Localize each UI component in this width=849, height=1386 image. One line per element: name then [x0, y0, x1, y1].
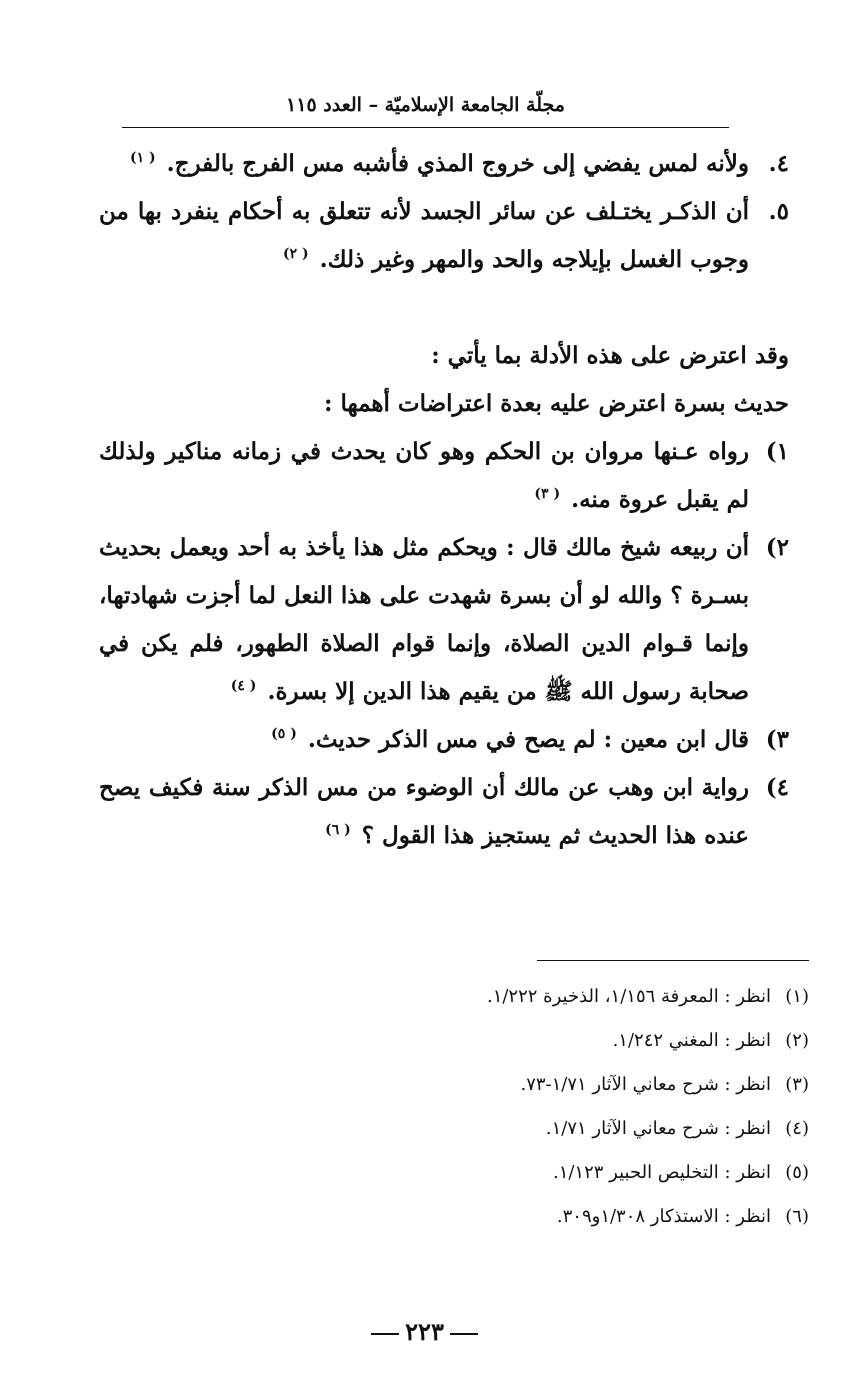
objection-item-2	[99, 524, 789, 716]
footnote-4	[209, 1107, 809, 1151]
busra-intro: حديث بسرة اعترض عليه بعدة اعتراضات أهمها :	[323, 390, 789, 417]
page-number-value: ٢٢٣	[405, 1317, 444, 1346]
item-text: قال ابن معين : لم يصح في مس الذكر حديث.	[307, 726, 749, 753]
item-number: ١)	[765, 438, 789, 465]
item-text: رواه عـنها مروان بن الحكم وهو كان يحدث في زمانه مناكير ولذلك لم يقبل عروة منه.	[99, 438, 749, 513]
footnote-text: انظر : الاستذكار ١/٣٠٨و٣٠٩.	[556, 1206, 771, 1227]
item-text: أن الذكـر يختـلف عن سائر الجسد لأنه تتعلق به أحكام ينفرد بها من وجوب الغسل بإيلاجه والحد والمهر وغير ذلك.	[99, 198, 749, 273]
footnote-number: (٢)	[785, 1030, 809, 1051]
footnote-text: انظر : التخليص الحبير ١/١٢٣.	[552, 1162, 771, 1183]
running-header: مجلّة الجامعة الإسلاميّة – العدد ١١٥	[286, 94, 565, 116]
item-number: ٥.	[768, 198, 789, 225]
footnote-ref: ( ١)	[129, 150, 156, 167]
evidence-item-4	[99, 140, 789, 188]
footnote-number: (٤)	[785, 1118, 809, 1139]
footnote-number: (٣)	[785, 1074, 809, 1095]
item-text: أن ربيعه شيخ مالك قال : ويحكم مثل هذا يأخذ به أحد ويعمل بحديث بسـرة ؟ والله لو أن بسرة شهدت على هذا النعل لما أجزت شهادتها، وإنما قـوام الدين الصلاة، وإنما قوام الصلاة الطهور، فلم يكن في صحابة رسول الله ﷺ من يقيم هذا الدين إلا بسرة.	[99, 534, 749, 705]
evidence-item-5	[99, 188, 789, 284]
objection-item-3	[99, 716, 789, 764]
item-text: ولأنه لمس يفضي إلى خروج المذي فأشبه مس الفرج بالفرج.	[166, 150, 749, 177]
item-number: ٤)	[765, 774, 789, 801]
footnote-1	[209, 975, 809, 1019]
footnote-text: انظر : شرح معاني الآثار ١/٧١-٧٣.	[520, 1074, 771, 1095]
item-number: ٤.	[768, 150, 789, 177]
footnote-2	[209, 1019, 809, 1063]
body-text	[99, 140, 789, 860]
footnote-text: انظر : المعرفة ١/١٥٦، الذخيرة ١/٢٢٢.	[486, 986, 771, 1007]
item-number: ٣)	[765, 726, 789, 753]
footnote-ref: ( ٢)	[282, 246, 309, 263]
item-text: رواية ابن وهب عن مالك أن الوضوء من مس الذكر سنة فكيف يصح عنده هذا الحديث ثم يستجيز هذا القول ؟	[99, 774, 749, 849]
footnote-text: انظر : شرح معاني الآثار ١/٧١.	[545, 1118, 771, 1139]
footnote-rule	[537, 960, 809, 961]
objection-item-4	[99, 764, 789, 860]
footnote-3	[209, 1063, 809, 1107]
objection-item-1	[99, 428, 789, 524]
item-number: ٢)	[765, 534, 789, 561]
footnote-number: (١)	[785, 986, 809, 1007]
footnote-5	[209, 1151, 809, 1195]
footnote-number: (٦)	[785, 1206, 809, 1227]
footnote-ref: ( ٦)	[325, 822, 351, 839]
footnote-ref: ( ٥)	[271, 726, 297, 743]
footnote-ref: ( ٣)	[534, 486, 561, 503]
footnotes	[209, 975, 809, 1239]
paragraph-gap	[99, 284, 789, 332]
footnote-6	[209, 1195, 809, 1239]
footnote-number: (٥)	[785, 1162, 809, 1183]
footnote-ref: ( ٤)	[230, 678, 257, 695]
objection-intro: وقد اعترض على هذه الأدلة بما يأتي :	[431, 342, 789, 369]
header-rule	[122, 127, 729, 128]
footnote-text: انظر : المغني ١/٢٤٢.	[612, 1030, 771, 1051]
page-number-dash	[450, 1333, 478, 1335]
page-number	[0, 1317, 849, 1346]
page-number-dash	[371, 1333, 399, 1335]
